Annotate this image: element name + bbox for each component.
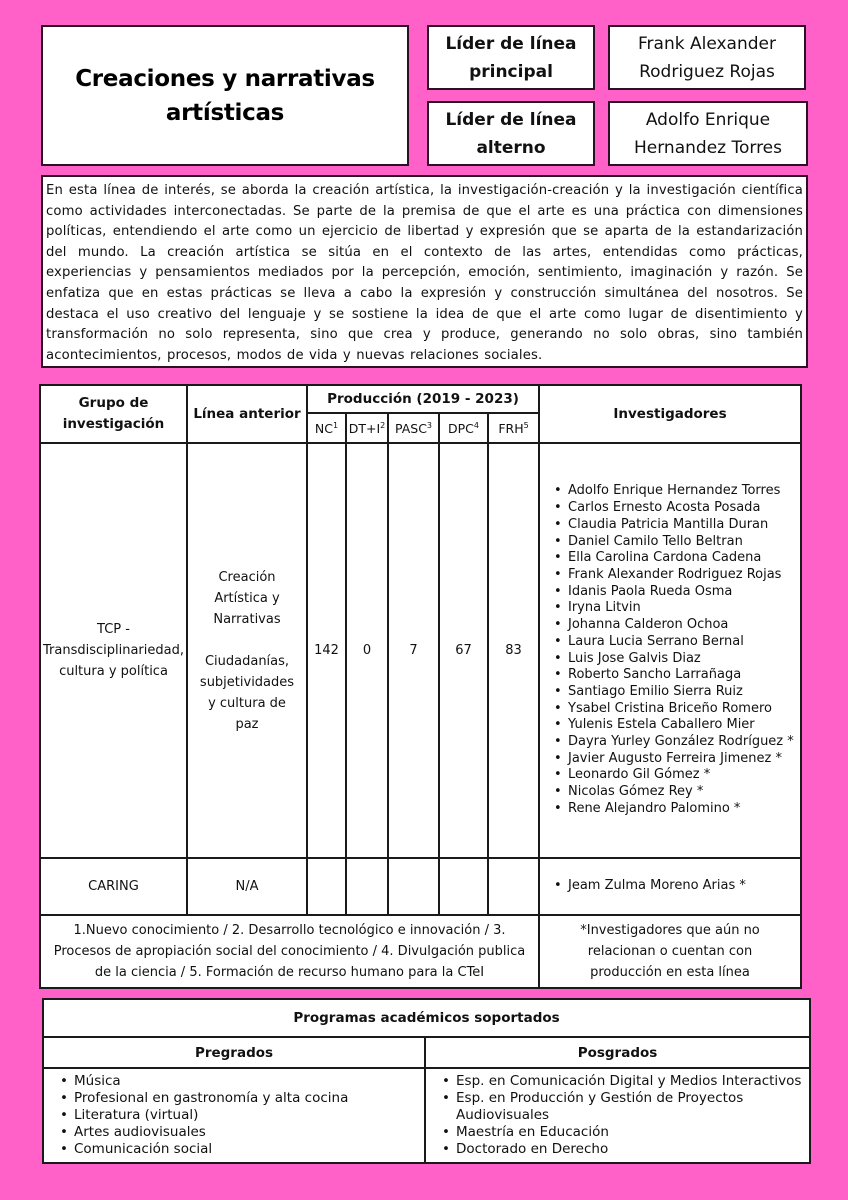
leader-alterno-name: Adolfo Enrique Hernandez Torres: [634, 109, 782, 158]
researcher-item: • Laura Lucia Serrano Bernal: [554, 634, 800, 651]
previous-lines: [187, 443, 307, 858]
researcher-item: • Santiago Emilio Sierra Ruiz: [554, 684, 800, 701]
researcher-item: • Frank Alexander Rodriguez Rojas: [554, 567, 800, 584]
metrics-footnote: 1.Nuevo conocimiento / 2. Desarrollo tecnológico e innovación / 3. Procesos de apropiación social del conocimiento / 4. Divulgación publica de la ciencia / 5. Formación de recurso humano para la CTeI: [40, 915, 539, 988]
undergrad-cell: [43, 1068, 425, 1163]
metric-label: DPC: [448, 420, 474, 436]
undergrad-program-item: • Profesional en gastronomía y alta cocina: [60, 1090, 424, 1107]
researcher-item: • Ysabel Cristina Briceño Romero: [554, 701, 800, 718]
leader-alterno-label: Líder de línea alterno: [445, 109, 577, 158]
undergrad-program-item: • Música: [60, 1073, 424, 1090]
researcher-item: • Idanis Paola Rueda Osma: [554, 584, 800, 601]
researcher-item: • Carlos Ernesto Acosta Posada: [554, 500, 800, 517]
value-frh: [488, 858, 539, 915]
value-dpc: 67: [439, 443, 488, 858]
header-metric-pasc: [388, 413, 439, 443]
metric-sup: 5: [523, 420, 529, 430]
leader-principal-name: Frank Alexander Rodriguez Rojas: [638, 33, 776, 82]
researchers-cell: [539, 858, 801, 915]
postgrad-program-item: • Maestría en Educación: [442, 1124, 809, 1141]
researcher-item: • Dayra Yurley González Rodríguez *: [554, 734, 800, 751]
leader-alterno-label-box: [427, 101, 595, 166]
researcher-item: • Javier Augusto Ferreira Jimenez *: [554, 751, 800, 768]
header-metric-dpc: [439, 413, 488, 443]
title-box: [41, 25, 409, 166]
researcher-item: • Daniel Camilo Tello Beltran: [554, 534, 800, 551]
table-row: [40, 443, 801, 858]
value-dti: [346, 858, 388, 915]
page-title: Creaciones y narrativas artísticas: [75, 65, 375, 126]
postgrad-header: Posgrados: [425, 1037, 810, 1068]
researcher-item: • Ella Carolina Cardona Cadena: [554, 550, 800, 567]
value-pasc: 7: [388, 443, 439, 858]
header-group: Grupo de investigación: [40, 385, 187, 443]
group-name: CARING: [40, 858, 187, 915]
previous-line: Creación Artística y Narrativas: [213, 569, 281, 627]
postgrad-program-item: • Doctorado en Derecho: [442, 1141, 809, 1158]
academic-programs-table: [42, 998, 811, 1164]
asterisk-footnote: *Investigadores que aún no relacionan o cuentan con producción en esta línea: [539, 915, 801, 988]
header-production: Producción (2019 - 2023): [307, 385, 539, 413]
undergrad-program-item: • Literatura (virtual): [60, 1107, 424, 1124]
group-name: TCP - Transdisciplinariedad, cultura y política: [40, 443, 187, 858]
undergrad-program-item: • Artes audiovisuales: [60, 1124, 424, 1141]
researcher-item: • Rene Alejandro Palomino *: [554, 801, 800, 818]
metric-sup: 1: [333, 420, 339, 430]
researcher-item: • Johanna Calderon Ochoa: [554, 617, 800, 634]
value-frh: 83: [488, 443, 539, 858]
header-metric-frh: [488, 413, 539, 443]
postgrad-program-item: • Esp. en Producción y Gestión de Proyectos Audiovisuales: [442, 1090, 809, 1124]
header-metric-dti: [346, 413, 388, 443]
researchers-list: [540, 483, 800, 817]
researcher-item: • Adolfo Enrique Hernandez Torres: [554, 483, 800, 500]
metric-label: NC: [314, 420, 333, 436]
researcher-item: • Jeam Zulma Moreno Arias *: [554, 878, 800, 895]
researcher-item: • Roberto Sancho Larrañaga: [554, 667, 800, 684]
researchers-list: [540, 878, 800, 895]
leader-principal-label-box: [427, 25, 595, 90]
description-box: [41, 175, 808, 368]
undergrad-list: [44, 1069, 424, 1162]
metric-label: FRH: [498, 420, 524, 436]
researchers-cell: [539, 443, 801, 858]
metric-label: DT+I: [348, 420, 381, 436]
value-nc: [307, 858, 346, 915]
header-researchers: Investigadores: [539, 385, 801, 443]
value-dpc: [439, 858, 488, 915]
postgrad-program-item: • Esp. en Comunicación Digital y Medios Interactivos: [442, 1073, 809, 1090]
value-nc: 142: [307, 443, 346, 858]
previous-line: Ciudadanías, subjetividades y cultura de paz: [199, 653, 295, 732]
researcher-item: • Iryna Litvin: [554, 600, 800, 617]
metric-sup: 4: [473, 420, 479, 430]
metric-sup: 2: [380, 420, 386, 430]
leader-alterno-name-box: [608, 101, 808, 166]
postgrad-list: [426, 1069, 809, 1162]
description-text: En esta línea de interés, se aborda la creación artística, la investigación-creación y la investigación científica como actividades interconectadas. Se parte de la premisa de que el arte es una práctica con dimensiones políticas, entendiendo el arte como un ejercicio de libertad y expresión que se aparta de la estandarización del mundo. La creación artística se sitúa en el contexto de las artes, entendidas como prácticas, experiencias y pensamientos mediados por la percepción, emoción, sentimiento, imaginación y razón. Se enfatiza que en estas prácticas se lleva a cabo la expresión y construcción simultánea del nosotros. Se destaca el uso creativo del lenguaje y se sostiene la idea de que el arte como lugar de disentimiento y transformación no solo representa, sino que crea y produce, generando no solo obras, sino también acontecimientos, procesos, modos de vida y nuevas relaciones sociales.: [46, 183, 803, 363]
leader-principal-name-box: [608, 25, 806, 90]
table-row: [40, 858, 801, 915]
researcher-item: • Nicolas Gómez Rey *: [554, 784, 800, 801]
programs-title: Programas académicos soportados: [43, 999, 810, 1037]
header-previous-line: Línea anterior: [187, 385, 307, 443]
undergrad-header: Pregrados: [43, 1037, 425, 1068]
value-dti: 0: [346, 443, 388, 858]
value-pasc: [388, 858, 439, 915]
researcher-item: • Luis Jose Galvis Diaz: [554, 651, 800, 668]
research-groups-table: [39, 384, 802, 989]
previous-line: N/A: [187, 858, 307, 915]
header-metric-nc: [307, 413, 346, 443]
researcher-item: • Claudia Patricia Mantilla Duran: [554, 517, 800, 534]
undergrad-program-item: • Comunicación social: [60, 1141, 424, 1158]
postgrad-cell: [425, 1068, 810, 1163]
metric-sup: 3: [426, 420, 433, 430]
leader-principal-label: Líder de línea principal: [445, 33, 577, 82]
table-footnote-row: [40, 915, 801, 988]
researcher-item: • Yulenis Estela Caballero Mier: [554, 717, 800, 734]
metric-label: PASC: [394, 420, 427, 436]
researcher-item: • Leonardo Gil Gómez *: [554, 767, 800, 784]
